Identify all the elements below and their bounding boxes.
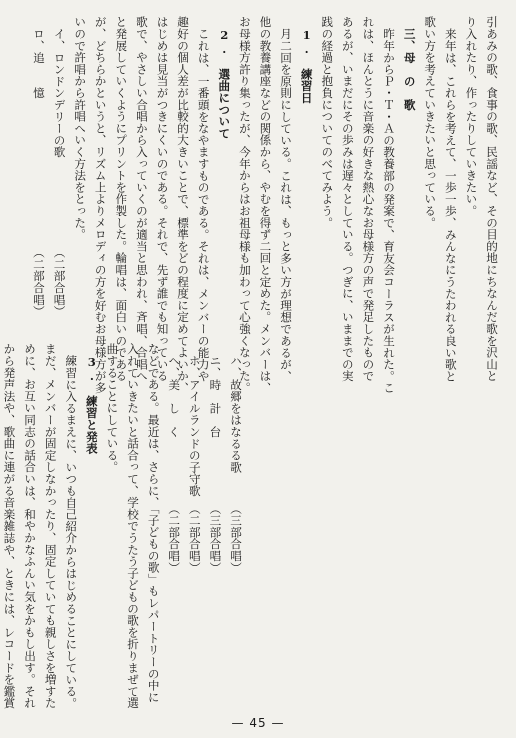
lower-text-line: 練習に入るまえに、いつも自己紹介からはじめることにしている。 [64,354,79,709]
upper-text-line: 引あみの歌、食事の歌、民謡など、その目的地にちなんだ歌を沢山と [485,16,499,382]
upper-text-line: と発展していくようにプリントを作製した。輪唱は、面白いのである [114,16,129,382]
upper-text-line: 践の経過と抱負についてのべてみよう。 [320,16,335,229]
section-heading: 3. 練習と発表 [84,354,99,454]
upper-text-line: あるが、いまだにその歩みは遅々としている。つぎに、いままでの実 [340,16,355,382]
lower-text-line: などである。最近は、さらに、「子どもの歌」もレパートリーの中に [146,343,161,703]
lower-text-line: めに、お互い同志の話合いは、和やかなふんい気をかもし出す。それ [23,343,38,709]
upper-text-line: 歌で、やさしい合唱から入っていくのが適当と思われ、斉唱、合唱へ [134,16,149,382]
upper-text-line: これは、一番頭をなやますものである。それは、メンバーの能力や [196,27,211,382]
lower-text-block [0,343,246,709]
upper-text-line: はじめは見当がつきにくいのである。それで、先ず誰でも知っている [155,16,170,382]
section-heading: 三、母 の 歌 [402,27,417,111]
section-heading: 1. 練習日 [299,27,314,104]
lower-text-line: ヘ、美 し く （二部合唱） [167,354,182,573]
lower-text-line: 曲することにしている。 [105,343,120,473]
page-number: — 45 — [231,716,285,730]
lower-text-line: まだ、メンバーが固定しなかったり、固定していても親しさを増すた [43,343,58,709]
upper-text-line: ロ、追 憶 （二部合唱） [31,27,46,317]
upper-text-line: 他の教養講座などの関係から、やむを得ず二回と定めた。メンバーは、 [258,16,273,394]
upper-text-line: イ、ロンドンデリーの歌 （二部合唱） [52,27,67,317]
upper-text-line: り入れたり、作ったりしていきたい。 [464,16,479,217]
upper-text-line: 月二回を原則にしている。これは、もっと多い方が理想であるが、 [279,27,294,382]
upper-text-line: が、どちらかというと、リズム上よりメロディの方を好むお母様方が多 [93,16,108,394]
lower-text-line: ハ、故郷をはなるる歌 （三部合唱） [229,354,243,573]
upper-text-line: 来年は、これらを考えて、一歩一歩、みんなにうたわれる良い歌と [443,27,458,382]
lower-text-line: ホ、アイルランドの子守歌 （二部合唱） [187,354,202,573]
upper-text-line: 歌い方を考えていきたいと思っている。 [423,16,438,229]
section-heading: 2. 選曲について [217,27,232,139]
upper-text-line: 昨年からＰ・Ｔ・Ａの教養部の発案で、育友会コーラスが生れた。こ [382,27,397,394]
lower-text-line: から発声法や、歌曲に連がる音楽雑誌や、ときには、レコードを鑑賞 [2,343,17,709]
upper-text-block [28,16,502,394]
upper-text-line: 趣好の個人差が比較的大きいことで、標準をどの程度に定めてよいか、 [176,16,191,394]
upper-text-line: お母様方許り集ったが、今年からはお祖母様も加わって心強くなった。 [237,16,252,394]
upper-text-line: いので許唱から許唱へいく方法をとった。 [73,16,88,241]
lower-text-line: ニ、時 計 台 （三部合唱） [208,354,223,573]
upper-text-line: れは、ほんとうに音楽の好きな熱心なお母様方の声で発足したもので [361,16,376,382]
lower-text-line: 入れていきたいと話合って、学校でうたう子どもの歌を折りまぜて選 [126,343,141,709]
